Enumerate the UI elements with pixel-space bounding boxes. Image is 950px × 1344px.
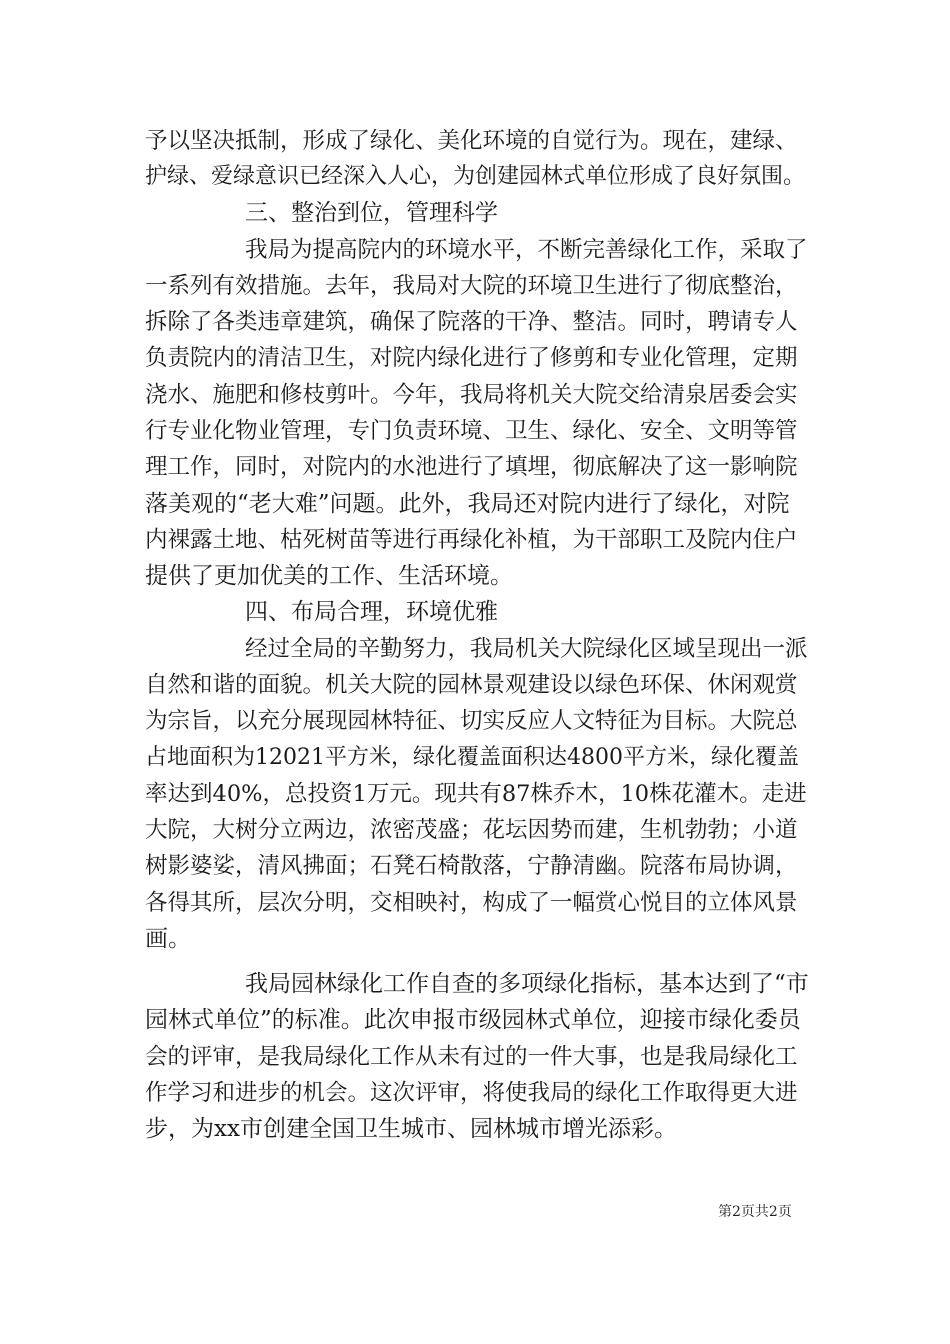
- section-heading: 四、布局合理，环境优雅: [245, 599, 498, 625]
- text-line: 作学习和进步的机会。这次评审，将使我局的绿化工作取得更大进: [145, 1080, 798, 1106]
- text-line: 落美观的“老大难”问题。此外，我局还对院内进行了绿化，对院: [145, 491, 790, 517]
- text-line: 提供了更加优美的工作、生活环境。: [145, 563, 513, 589]
- text-line: 占地面积为12021平方米，绿化覆盖面积达4800平方米，绿化覆盖: [145, 745, 799, 770]
- text-line: 予以坚决抵制，形成了绿化、美化环境的自觉行为。现在，建绿、: [145, 128, 798, 154]
- text-line: 各得其所，层次分明，交相映衬，构成了一幅赏心悦目的立体风景: [145, 890, 798, 916]
- text-line: 率达到40%，总投资1万元。现共有87株乔木，10株花灌木。走进: [145, 781, 807, 807]
- text-line: 自然和谐的面貌。机关大院的园林景观建设以绿色环保、休闲观赏: [145, 672, 798, 698]
- text-line: 浇水、施肥和修枝剪叶。今年，我局将机关大院交给清泉居委会实: [145, 382, 798, 408]
- text-line: 为宗旨，以充分展现园林特征、切实反应人文特征为目标。大院总: [145, 708, 798, 734]
- text-line: 我局为提高院内的环境水平，不断完善绿化工作，采取了: [245, 237, 808, 263]
- text-line: 行专业化物业管理，专门负责环境、卫生、绿化、安全、文明等管: [145, 418, 798, 444]
- text-line: 内裸露土地、枯死树苗等进行再绿化补植，为干部职工及院内住户: [145, 527, 798, 553]
- text-line: 护绿、爱绿意识已经深入人心，为创建园林式单位形成了良好氛围。: [145, 164, 806, 189]
- text-line: 大院，大树分立两边，浓密茂盛；花坛因势而建，生机勃勃；小道: [145, 817, 798, 843]
- section-heading: 三、整治到位，管理科学: [245, 200, 498, 226]
- page-number-footer: 第2页共2页: [718, 1204, 792, 1220]
- text-line: 会的评审，是我局绿化工作从未有过的一件大事，也是我局绿化工: [145, 1044, 798, 1070]
- text-line: 经过全局的辛勤努力，我局机关大院绿化区域呈现出一派: [245, 636, 808, 662]
- text-line: 理工作，同时，对院内的水池进行了填埋，彻底解决了这一影响院: [145, 454, 798, 480]
- text-line: 树影婆娑，清风拂面；石凳石椅散落，宁静清幽。院落布局协调，: [145, 853, 798, 879]
- text-line: 负责院内的清洁卫生，对院内绿化进行了修剪和专业化管理，定期: [145, 345, 798, 371]
- text-line: 一系列有效措施。去年，我局对大院的环境卫生进行了彻底整治，: [145, 273, 798, 299]
- text-line: 我局园林绿化工作自查的多项绿化指标，基本达到了“市: [245, 971, 809, 997]
- text-line: 画。: [145, 926, 191, 952]
- text-line: 步，为xx市创建全国卫生城市、园林城市增光添彩。: [145, 1116, 677, 1142]
- text-line: 园林式单位”的标准。此次申报市级园林式单位，迎接市绿化委员: [145, 1007, 801, 1033]
- text-line: 拆除了各类违章建筑，确保了院落的干净、整洁。同时，聘请专人: [145, 309, 798, 335]
